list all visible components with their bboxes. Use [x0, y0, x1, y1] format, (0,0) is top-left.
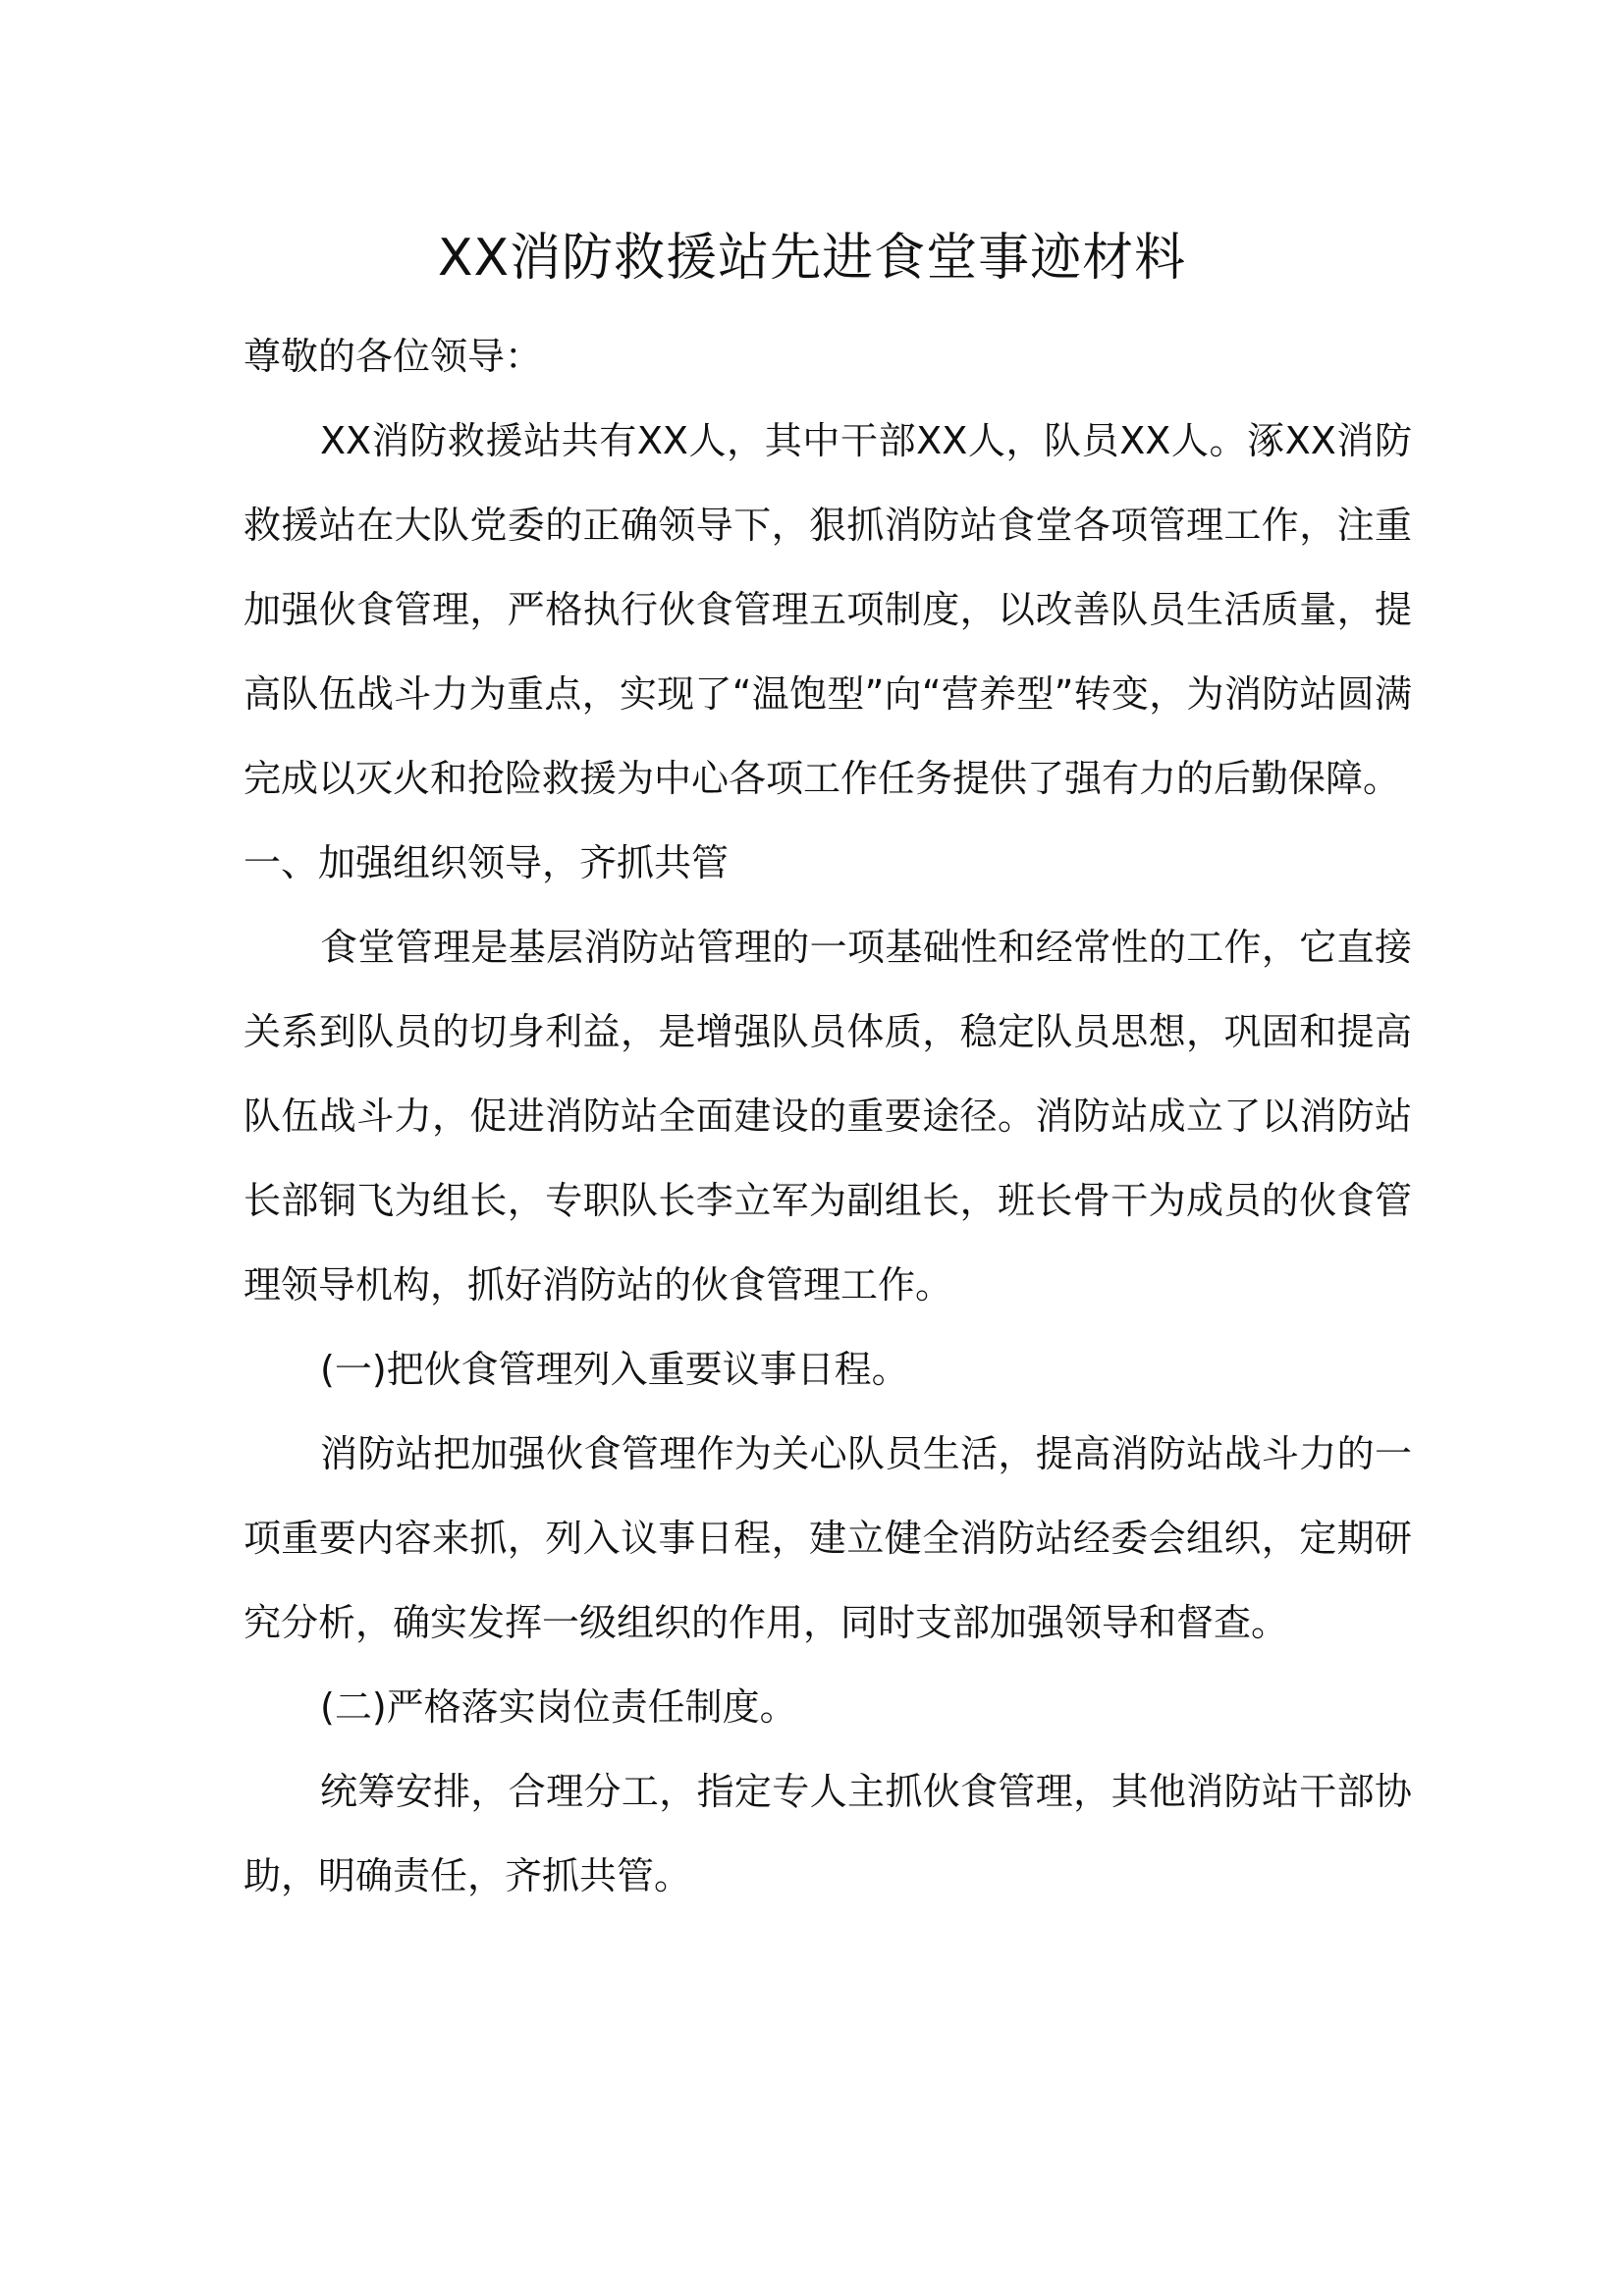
document-body [244, 314, 1412, 1918]
subsection-2-paragraph: 统筹安排，合理分工，指定专人主抓伙食管理，其他消防站干部协助，明确责任，齐抓共管。 [244, 1770, 1412, 1897]
subsection-heading-1: (一)把伙食管理列入重要议事日程。 [320, 1348, 909, 1391]
intro-paragraph: XX消防救援站共有XX人，其中干部XX人，队员XX人。涿XX消防救援站在大队党委的正确领导下，狠抓消防站食堂各项管理工作，注重加强伙食管理，严格执行伙食管理五项制度，以改善队员生活质量，提高队伍战斗力为重点，实现了“温饱型”向“营养型”转变，为消防站圆满完成以灭火和抢险救援为中心各项工作任务提供了强有力的后勤保障。 [244, 419, 1412, 800]
section-heading-1: 一、加强组织领导，齐抓共管 [244, 841, 730, 884]
subsection-heading-2: (二)严格落实岗位责任制度。 [320, 1685, 797, 1729]
document-title: XX消防救援站先进食堂事迹材料 [437, 229, 1187, 288]
section-1-paragraph: 食堂管理是基层消防站管理的一项基础性和经常性的工作，它直接关系到队员的切身利益，是增强队员体质，稳定队员思想，巩固和提高队伍战斗力，促进消防站全面建设的重要途径。消防站成立了以消防站长部铜飞为组长，专职队长李立军为副组长，班长骨干为成员的伙食管理领导机构，抓好消防站的伙食管理工作。 [244, 926, 1412, 1307]
salutation: 尊敬的各位领导： [244, 335, 543, 378]
subsection-1-paragraph: 消防站把加强伙食管理作为关心队员生活，提高消防站战斗力的一项重要内容来抓，列入议事日程，建立健全消防站经委会组织，定期研究分析，确实发挥一级组织的作用，同时支部加强领导和督查。 [244, 1432, 1412, 1644]
